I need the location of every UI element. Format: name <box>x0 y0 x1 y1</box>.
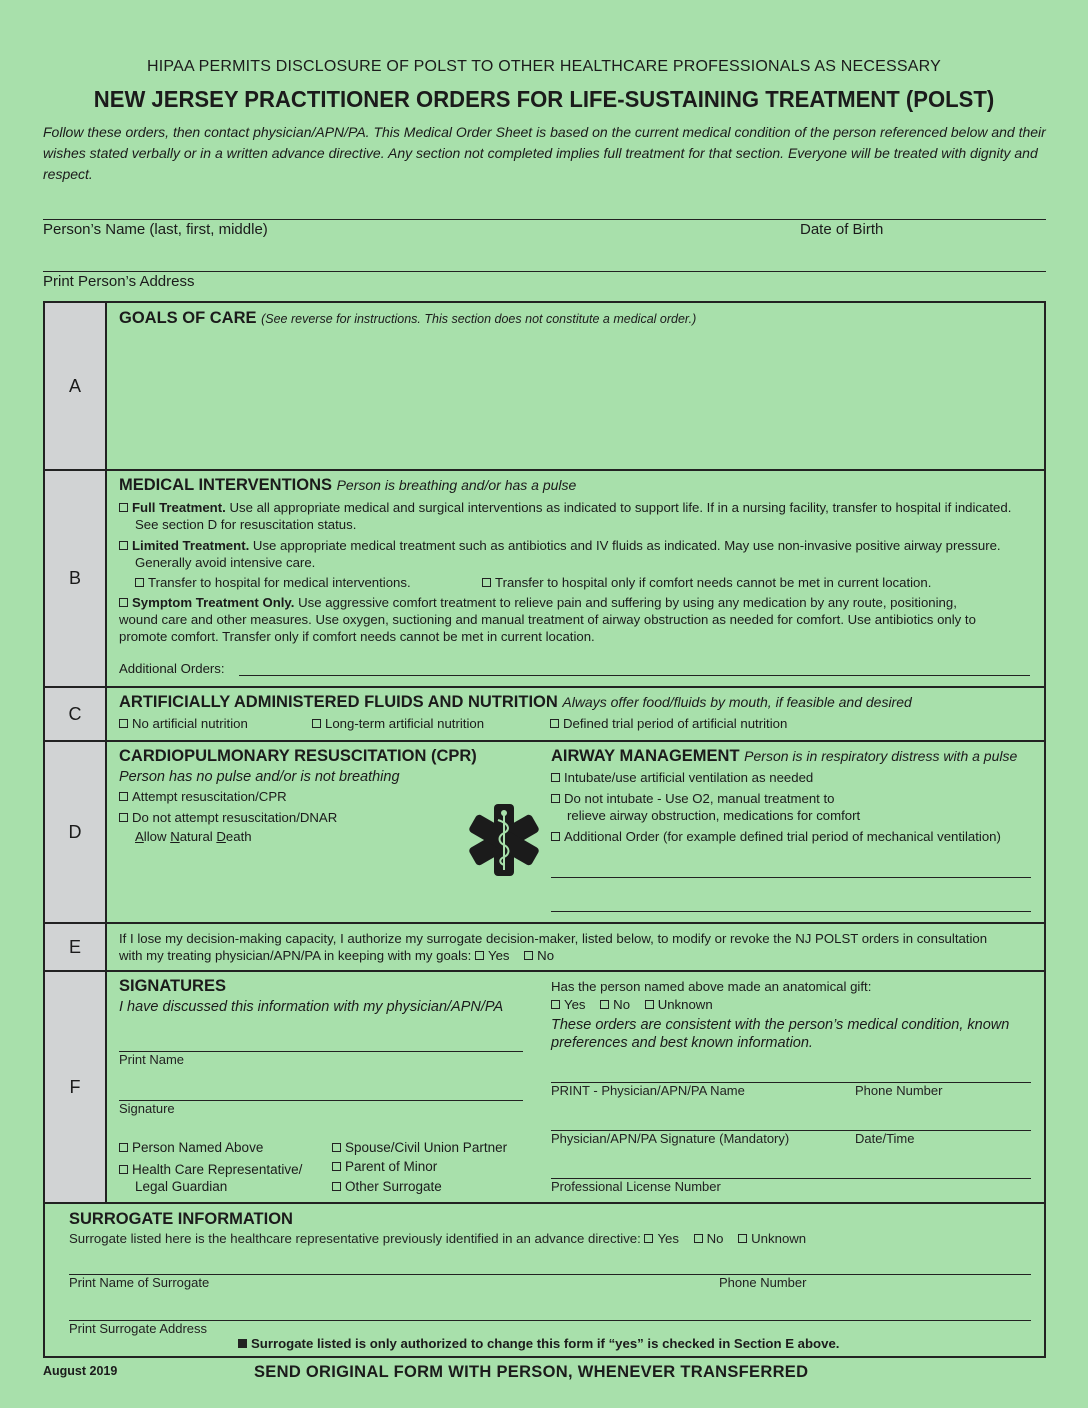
surrogate-information-section <box>43 1202 1046 1358</box>
checkbox[interactable] <box>551 832 560 841</box>
limited-treatment-option[interactable]: Limited Treatment. Use appropriate medical treatment such as antibiotics and IV fluids as indicated. May use non-invasive positive airway pressure. Generally avoid intensive care. <box>119 537 1030 571</box>
surrogate-phone-label: Phone Number <box>719 1275 807 1290</box>
form-title: NEW JERSEY PRACTITIONER ORDERS FOR LIFE-SUSTAINING TREATMENT (POLST) <box>93 86 995 112</box>
person-name-line[interactable] <box>43 219 1046 220</box>
section-letter: C <box>45 688 107 740</box>
section-e <box>43 922 1046 972</box>
checkbox[interactable] <box>550 719 559 728</box>
section-e-yes-option[interactable]: Yes <box>475 948 510 963</box>
orders-consistent-statement: These orders are consistent with the person’s medical condition, known preferences and best known information. <box>551 1017 1010 1051</box>
date-time-label: Date/Time <box>855 1131 915 1146</box>
symptom-treatment-checkbox[interactable] <box>119 598 128 607</box>
no-artificial-nutrition-option[interactable]: No artificial nutrition <box>119 715 248 732</box>
fluids-nutrition-title: ARTIFICIALLY ADMINISTERED FLUIDS AND NUTRITION Always offer food/fluids by mouth, if feasible and desired <box>119 693 912 711</box>
relation-other-surrogate[interactable]: Other Surrogate <box>332 1179 442 1194</box>
checkbox[interactable] <box>332 1162 341 1171</box>
anatomical-gift-question: Has the person named above made an anatomical gift: <box>551 979 872 994</box>
license-label: Professional License Number <box>551 1179 721 1194</box>
checkbox[interactable] <box>600 1000 609 1009</box>
allow-natural-death: Allow Natural Death <box>135 829 252 844</box>
signatures-subtitle: I have discussed this information with my physician/APN/PA <box>119 999 504 1015</box>
physician-phone-label: Phone Number <box>855 1083 943 1098</box>
fluids-nutrition-subtitle: Always offer food/fluids by mouth, if feasible and desired <box>562 694 912 710</box>
signatures-title: SIGNATURES <box>119 977 226 995</box>
do-not-intubate-option[interactable]: Do not intubate - Use O2, manual treatment to relieve airway obstruction, medications for comfort <box>551 790 1030 824</box>
airway-order-line-2[interactable] <box>551 911 1031 912</box>
checkbox[interactable] <box>694 1234 703 1243</box>
goals-note: (See reverse for instructions. This section does not constitute a medical order.) <box>261 312 697 326</box>
checkbox[interactable] <box>332 1182 341 1191</box>
surrogate-address-line[interactable] <box>69 1320 1031 1321</box>
additional-orders-label: Additional Orders: <box>119 661 225 676</box>
gift-unknown-option[interactable]: Unknown <box>645 997 713 1012</box>
dnar-option[interactable]: Do not attempt resuscitation/DNAR <box>119 809 539 826</box>
checkbox[interactable] <box>551 773 560 782</box>
surrogate-address-label: Print Surrogate Address <box>69 1321 208 1336</box>
section-e-no-option[interactable]: No <box>524 948 554 963</box>
surrogate-authorization-text: If I lose my decision-making capacity, I authorize my surrogate decision-maker, listed below, to modify or revoke the NJ POLST orders in consultation <box>119 931 988 946</box>
relation-health-care-rep[interactable]: Health Care Representative/ Legal Guardian <box>119 1161 302 1195</box>
checkbox[interactable] <box>475 951 484 960</box>
symptom-treatment-option[interactable]: Symptom Treatment Only. Use aggressive comfort treatment to relieve pain and suffering by using any medication by any route, positioning, wound care and other measures. Use oxygen, suctioning and manual treatment of airway obstruction as needed for comfort. Use antibiotics only to promote comfort. Transfer only if comfort needs cannot be met in current location. <box>119 595 976 644</box>
person-address-line[interactable] <box>43 271 1046 272</box>
form-date: August 2019 <box>43 1364 118 1378</box>
medical-interventions-subtitle: Person is breathing and/or has a pulse <box>336 477 577 493</box>
full-treatment-option[interactable]: Full Treatment. Use all appropriate medical and surgical interventions as indicated to support life. If in a nursing facility, transfer to hospital if indicated. See section D for resuscitation status. <box>119 499 1030 533</box>
person-name-label: Person’s Name (last, first, middle) <box>43 221 268 238</box>
checkbox[interactable] <box>119 1165 128 1174</box>
checkbox[interactable] <box>119 1143 128 1152</box>
form-instructions: Follow these orders, then contact physician/APN/PA. This Medical Order Sheet is based on the current medical condition of the person referenced below and their wishes stated verbally or in a written advance directive. Any section not completed implies full treatment for that section. Everyone will be treated with dignity and respect. <box>43 124 1046 182</box>
checkbox[interactable] <box>119 792 128 801</box>
section-c <box>43 686 1046 742</box>
airway-subtitle: Person is in respiratory distress with a pulse <box>744 748 1018 764</box>
full-treatment-checkbox[interactable] <box>119 503 128 512</box>
cpr-subtitle: Person has no pulse and/or is not breathing <box>119 769 400 785</box>
checkbox[interactable] <box>119 813 128 822</box>
relation-spouse[interactable]: Spouse/Civil Union Partner <box>332 1140 507 1155</box>
checkbox[interactable] <box>524 951 533 960</box>
checkbox[interactable] <box>551 1000 560 1009</box>
surrogate-unknown-option[interactable]: Unknown <box>738 1231 806 1246</box>
star-of-life-icon <box>463 802 545 878</box>
square-bullet-icon <box>238 1339 247 1348</box>
transfer-hospital-checkbox[interactable] <box>135 578 144 587</box>
long-term-nutrition-option[interactable]: Long-term artificial nutrition <box>312 715 484 732</box>
transfer-comfort-option[interactable]: Transfer to hospital only if comfort needs cannot be met in current location. <box>482 574 931 591</box>
checkbox[interactable] <box>738 1234 747 1243</box>
person-address-label: Print Person’s Address <box>43 273 195 290</box>
section-letter: B <box>45 471 107 686</box>
goals-of-care-title: GOALS OF CARE (See reverse for instructions. This section does not constitute a medical order.) <box>119 309 697 327</box>
trial-period-nutrition-option[interactable]: Defined trial period of artificial nutrition <box>550 715 787 732</box>
airway-order-line-1[interactable] <box>551 877 1031 878</box>
surrogate-yes-option[interactable]: Yes <box>644 1231 679 1246</box>
signature-line[interactable] <box>119 1100 523 1101</box>
send-original-notice: SEND ORIGINAL FORM WITH PERSON, WHENEVER TRANSFERRED <box>254 1363 809 1381</box>
relation-person-named-above[interactable]: Person Named Above <box>119 1140 263 1155</box>
additional-order-option[interactable]: Additional Order (for example defined trial period of mechanical ventilation) <box>551 828 1030 845</box>
cpr-title: CARDIOPULMONARY RESUSCITATION (CPR) <box>119 747 477 765</box>
section-letter: F <box>45 972 107 1202</box>
transfer-comfort-checkbox[interactable] <box>482 578 491 587</box>
section-a <box>43 301 1046 471</box>
surrogate-no-option[interactable]: No <box>694 1231 724 1246</box>
checkbox[interactable] <box>551 794 560 803</box>
checkbox[interactable] <box>312 719 321 728</box>
gift-no-option[interactable]: No <box>600 997 630 1012</box>
intubate-option[interactable]: Intubate/use artificial ventilation as needed <box>551 769 1030 786</box>
checkbox[interactable] <box>645 1000 654 1009</box>
print-name-label: Print Name <box>119 1052 185 1067</box>
section-letter: D <box>45 742 107 922</box>
surrogate-name-label: Print Name of Surrogate <box>69 1275 210 1290</box>
section-d <box>43 740 1046 924</box>
section-letter: A <box>45 303 107 469</box>
airway-management-title: AIRWAY MANAGEMENT Person is in respiratory distress with a pulse <box>551 747 1018 765</box>
medical-interventions-title: MEDICAL INTERVENTIONS Person is breathing and/or has a pulse <box>119 476 577 494</box>
section-letter: E <box>45 924 107 970</box>
surrogate-question: Surrogate listed here is the healthcare representative previously identified in an advance directive: <box>69 1231 641 1246</box>
surrogate-title: SURROGATE INFORMATION <box>69 1210 293 1228</box>
physician-name-label: PRINT - Physician/APN/PA Name <box>551 1083 745 1098</box>
surrogate-authorization-text-2: with my treating physician/APN/PA in keeping with my goals: <box>119 948 472 963</box>
hipaa-notice: HIPAA PERMITS DISCLOSURE OF POLST TO OTHER HEALTHCARE PROFESSIONALS AS NECESSARY <box>147 58 941 75</box>
checkbox[interactable] <box>119 719 128 728</box>
signature-label: Signature <box>119 1101 175 1116</box>
dob-label: Date of Birth <box>800 221 884 238</box>
section-f <box>43 970 1046 1204</box>
section-b <box>43 469 1046 688</box>
additional-orders-line[interactable] <box>239 675 1030 676</box>
relation-parent-of-minor[interactable]: Parent of Minor <box>332 1159 437 1174</box>
physician-signature-label: Physician/APN/PA Signature (Mandatory) <box>551 1131 790 1146</box>
surrogate-authorization-note: Surrogate listed is only authorized to change this form if “yes” is checked in Section E above. <box>238 1335 839 1352</box>
checkbox[interactable] <box>332 1143 341 1152</box>
limited-treatment-checkbox[interactable] <box>119 541 128 550</box>
gift-yes-option[interactable]: Yes <box>551 997 586 1012</box>
attempt-cpr-option[interactable]: Attempt resuscitation/CPR <box>119 788 539 805</box>
surrogate-name-line[interactable] <box>69 1274 1031 1275</box>
checkbox[interactable] <box>644 1234 653 1243</box>
transfer-hospital-option[interactable]: Transfer to hospital for medical interventions. <box>135 574 411 591</box>
